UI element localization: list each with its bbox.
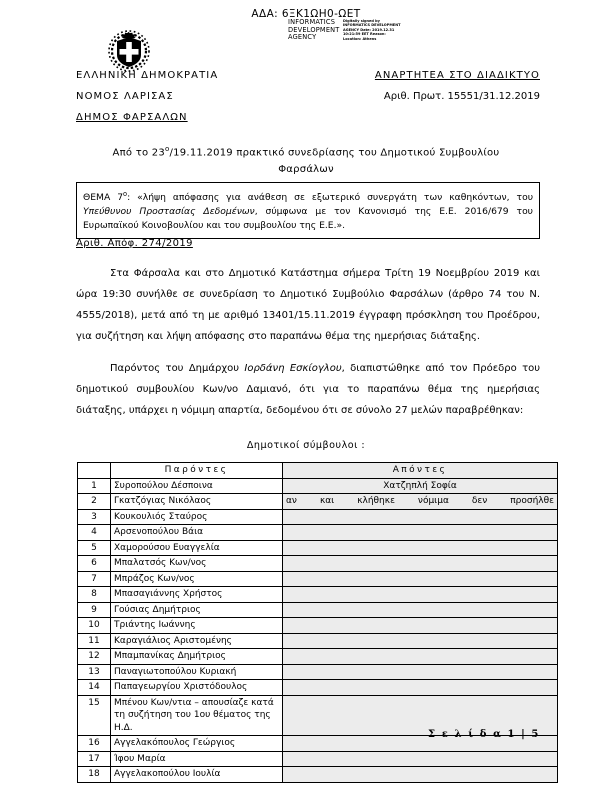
header-protocol-number: Αριθ. Πρωτ. 15551/31.12.2019 [383,91,540,102]
meeting-title-prefix: Από το 23 [112,147,165,159]
present-councillor-name: Αρσενοπούλου Βάια [111,525,283,541]
table-row [78,751,558,767]
body-paragraph-2 [76,358,540,421]
present-councillor-name: Αγγελακοπούλου Ιουλία [111,767,283,783]
header-municipality: ΔΗΜΟΣ ΦΑΡΣΑΛΩΝ [76,112,188,123]
row-number: 9 [78,602,111,618]
absent-empty-cell [283,649,558,665]
theme-box [76,182,540,239]
row-number: 16 [78,736,111,752]
present-councillor-name: Μπράζος Κων/νος [111,571,283,587]
present-councillor-name: Ίφου Μαρία [111,751,283,767]
table-caption: Δημοτικοί σύμβουλοι : [246,440,366,451]
row-number: 7 [78,571,111,587]
body-paragraph-2-part1: Παρόντος του Δημάρχου [110,363,245,374]
absent-empty-cell [283,525,558,541]
absent-councillor-entry: Χατζηπλή Σοφία [283,478,558,494]
body-paragraph-1-text: Στα Φάρσαλα και στο Δημοτικό Κατάστημα σήμερα Τρίτη 19 Νοεμβρίου 2019 και ώρα 19:30 συνήλθε σε συνεδρίαση το Δημοτικό Συμβούλιο Φαρσάλων (άρθρο 74 του Ν. 4555/2018), μετά από τη με αριθμό 13401/15.11.2019 έγγραφη πρόσκληση του Προέδρου, για συζήτηση και λήψη απόφασης στο παραπάνω θέμα της ημερήσιας διάταξης. [76,268,540,342]
absent-empty-cell [283,618,558,634]
absent-empty-cell [283,751,558,767]
absent-empty-cell [283,587,558,603]
present-councillor-name: Μπαμπανίκας Δημήτριος [111,649,283,665]
row-number: 4 [78,525,111,541]
present-councillor-name: Καραγιάλιος Αριστομένης [111,633,283,649]
absent-empty-cell [283,767,558,783]
table-row [78,587,558,603]
absent-empty-cell [283,540,558,556]
row-number: 13 [78,664,111,680]
theme-text-italic: Υπεύθυνου Προστασίας Δεδομένων [83,206,255,218]
digital-signature-stamp [288,19,405,42]
table-row [78,767,558,783]
present-councillor-name: Παναγιωτοπούλου Κυριακή [111,664,283,680]
table-row [78,509,558,525]
present-councillor-name: Γκατζόγιας Νικόλαος [111,494,283,510]
header-republic: ΕΛΛΗΝΙΚΗ ΔΗΜΟΚΡΑΤΙΑ [76,70,219,81]
present-councillor-name: Μπένου Κων/ντια – απουσίαζε κατά τη συζήτηση του 1ου θέματος της Η.Δ. [111,695,283,736]
row-number: 11 [78,633,111,649]
column-header-present: Παρόντες [111,463,283,479]
row-number: 8 [78,587,111,603]
signature-agency-name: INFORMATICS DEVELOPMENT AGENCY [288,18,340,42]
table-row [78,571,558,587]
meeting-title-suffix: /19.11.2019 πρακτικό συνεδρίασης του Δημοτικού Συμβουλίου Φαρσάλων [169,147,500,176]
table-row [78,680,558,696]
row-number: 5 [78,540,111,556]
table-row [78,494,558,510]
document-header [76,70,540,133]
present-councillor-name: Παπαγεωργίου Χριστόδουλος [111,680,283,696]
row-number: 6 [78,556,111,572]
present-councillor-name: Κουκουλιός Σταύρος [111,509,283,525]
body-paragraph-2-part2: , διαπιστώθηκε από τον Πρόεδρο του δημοτικού συμβουλίου Κων/νο Δαμιανό, ότι για το παραπάνω θέμα της ημερήσιας διάταξης, υπάρχει η νόμιμη απαρτία, δεδομένου ότι σε σύνολο 27 μελών παραβρέθηκαν: [76,363,540,416]
row-number: 17 [78,751,111,767]
theme-label-ordinal: ο [123,190,128,198]
row-number: 15 [78,695,111,736]
absent-empty-cell [283,509,558,525]
row-number: 1 [78,478,111,494]
table-row [78,556,558,572]
table-header-row [78,463,558,479]
header-prefecture: ΝΟΜΟΣ ΛΑΡΙΣΑΣ [76,91,174,102]
theme-text-part2: , σύμφωνα με τον Κανονισμό της Ε.Ε. 2016/679 του Ευρωπαϊκού Κοινοβουλίου και του συμβουλίου της Ε.Ε.». [83,206,534,232]
row-number: 12 [78,649,111,665]
present-councillor-name: Αγγελακόπουλος Γεώργιος [111,736,283,752]
absent-empty-cell [283,664,558,680]
table-row [78,633,558,649]
table-row [78,540,558,556]
present-councillor-name: Μπασαγιάννης Χρήστος [111,587,283,603]
row-number: 10 [78,618,111,634]
present-councillor-name: Χαμορούσου Ευαγγελία [111,540,283,556]
column-header-number [78,463,111,479]
column-header-absent: Απόντες [283,463,558,479]
table-row [78,525,558,541]
absent-empty-cell [283,556,558,572]
row-number: 14 [78,680,111,696]
table-row [78,478,558,494]
absent-empty-cell [283,602,558,618]
theme-text-part1: : «λήψη απόφασης για ανάθεση σε εξωτερικό συνεργάτη των καθηκόντων, του [127,192,534,204]
ada-code: ΑΔΑ: 6ΞΚ1ΩΗ0-ΩΕΤ [251,8,361,20]
present-councillor-name: Συροπούλου Δέσποινα [111,478,283,494]
present-councillor-name: Γούσιας Δημήτριος [111,602,283,618]
absent-empty-cell [283,680,558,696]
signature-details: Digitally signed by INFORMATICS DEVELOPMENT AGENCY Date: 2019.12.31 10:21:59 EET Reason: Location: Athens [343,19,401,41]
table-row [78,664,558,680]
meeting-title [86,141,526,178]
header-publication-notice: ΑΝΑΡΤΗΤΕΑ ΣΤΟ ΔΙΑΔΙΚΤΥΟ [374,70,540,81]
page-footer: Σ ε λ ί δ α 1 | 5 [428,729,540,740]
table-row [78,618,558,634]
body-paragraph-2-mayor-name: Ιορδάνη Εσκίογλου [244,363,342,374]
absent-empty-cell [283,633,558,649]
absent-note-line: αν και κλήθηκε νόμιμα δεν προσήλθε [286,496,554,506]
meeting-title-ordinal: ο [165,145,170,153]
table-row [78,602,558,618]
row-number: 2 [78,494,111,510]
absent-empty-cell [283,571,558,587]
theme-label: ΘΕΜΑ 7 [83,192,124,204]
hellenic-republic-coat-of-arms-icon [107,28,151,72]
absent-councillor-entry [283,494,558,510]
table-row [78,649,558,665]
decision-number: Αριθ. Απόφ. 274/2019 [76,238,193,249]
present-councillor-name: Μπαλατσός Κων/νος [111,556,283,572]
present-councillor-name: Τριάντης Ιωάννης [111,618,283,634]
body-paragraph-1 [76,263,540,347]
row-number: 18 [78,767,111,783]
row-number: 3 [78,509,111,525]
